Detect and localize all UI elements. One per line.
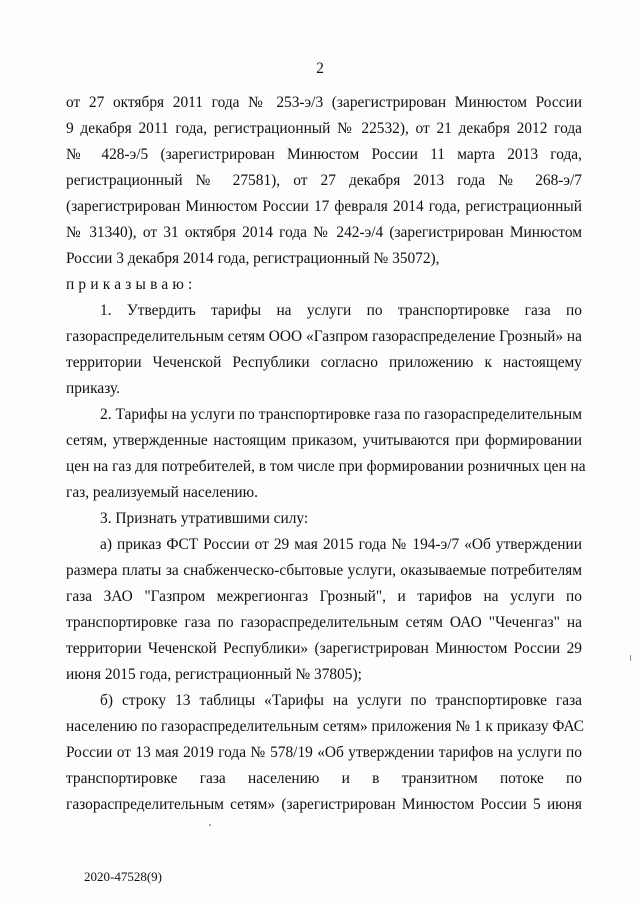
text-line: населению по газораспределительным сетям» приложения № 1 к приказу ФАС — [66, 718, 585, 735]
text-line: 9 декабря 2011 года, регистрационный № 22532), от 21 декабря 2012 года — [66, 120, 582, 137]
text-line: России от 13 мая 2019 года № 578/19 «Об утверждении тарифов на услуги по — [66, 744, 582, 761]
text-line: (зарегистрирован Минюстом России 17 февраля 2014 года, регистрационный — [66, 198, 582, 215]
text-line: транспортировке газа населению и в транзитном потоке по — [66, 770, 582, 787]
text-line: № 428-э/5 (зарегистрирован Минюстом России 11 марта 2013 года, — [66, 146, 582, 163]
scan-speck — [630, 655, 631, 661]
text-line: приказу. — [66, 380, 121, 397]
page-number: 2 — [316, 60, 324, 77]
text-line: 2. Тарифы на услуги по транспортировке газа по газораспределительным — [100, 406, 582, 423]
document-body — [66, 90, 586, 818]
text-line: территории Чеченской Республики согласно приложению к настоящему — [66, 354, 582, 371]
text-line: цен на газ для потребителей, в том числе при формировании розничных цен на — [66, 458, 586, 475]
text-line: 1. Утвердить тарифы на услуги по транспортировке газа по — [100, 302, 582, 319]
text-line: сетям, утвержденные настоящим приказом, учитываются при формировании — [66, 432, 582, 449]
text-line: газа ЗАО "Газпром межрегионгаз Грозный", и тарифов на услуги по — [66, 588, 582, 605]
text-line: июня 2015 года, регистрационный № 37805); — [66, 666, 362, 683]
text-line: территории Чеченской Республики» (зарегистрирован Минюстом России 29 — [66, 640, 582, 657]
text-line: приказываю: — [66, 276, 197, 293]
scan-speck — [209, 824, 211, 826]
text-line: размера платы за снабженческо-сбытовые услуги, оказываемые потребителям — [66, 562, 582, 579]
text-line: от 27 октября 2011 года № 253-э/3 (зарегистрирован Минюстом России — [66, 94, 582, 111]
text-line: б) строку 13 таблицы «Тарифы на услуги по транспортировке газа — [100, 692, 582, 709]
text-line: 3. Признать утратившими силу: — [100, 510, 309, 527]
text-line: газ, реализуемый населению. — [66, 484, 259, 501]
text-line: газораспределительным сетям» (зарегистрирован Минюстом России 5 июня — [66, 796, 582, 813]
text-line: России 3 декабря 2014 года, регистрационный № 35072), — [66, 250, 440, 267]
text-line: № 31340), от 31 октября 2014 года № 242-э/4 (зарегистрирован Минюстом — [66, 224, 582, 241]
text-line: транспортировке газа по газораспределительным сетям ОАО "Чеченгаз" на — [66, 614, 582, 631]
text-line: регистрационный № 27581), от 27 декабря 2013 года № 268-э/7 — [66, 172, 582, 189]
document-code: 2020-47528(9) — [84, 869, 162, 884]
text-line: газораспределительным сетям ООО «Газпром газораспределение Грозный» на — [66, 328, 582, 345]
text-line: а) приказ ФСТ России от 29 мая 2015 года № 194-э/7 «Об утверждении — [100, 536, 582, 553]
